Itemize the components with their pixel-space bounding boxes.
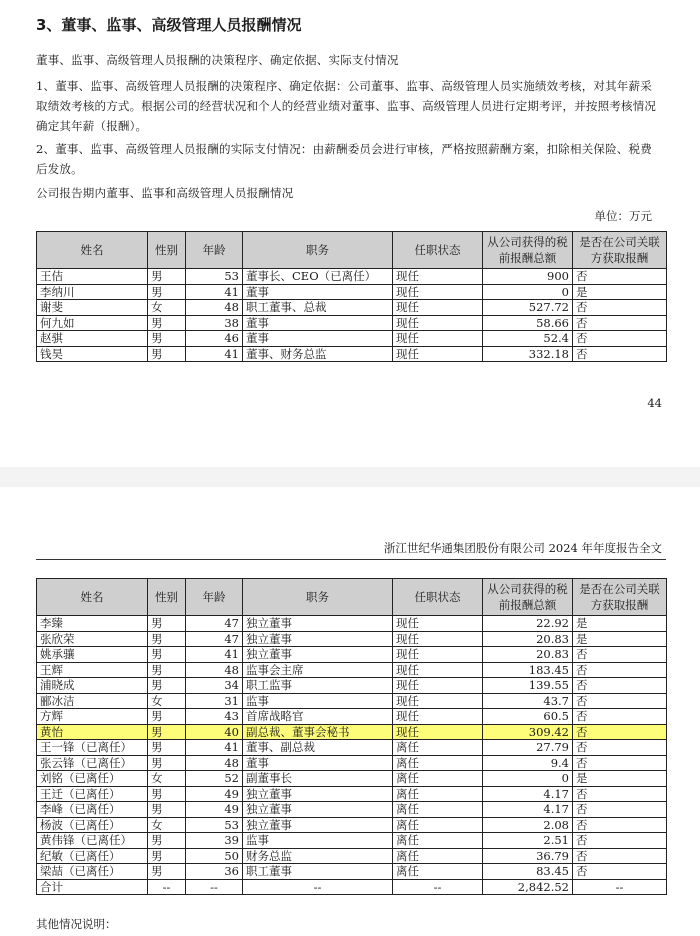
cell-age: 50	[186, 848, 243, 864]
cell-position: 董事	[243, 331, 393, 347]
cell-name: 王一锋（已离任）	[37, 740, 148, 756]
cell-pay: 52.4	[483, 331, 573, 347]
cell-status: 离任	[393, 864, 483, 880]
cell-age: 46	[186, 331, 243, 347]
col-pay: 从公司获得的税前报酬总额	[483, 232, 573, 269]
cell-age: 49	[186, 786, 243, 802]
cell-position: 职工董事	[243, 864, 393, 880]
cell-age: 53	[186, 817, 243, 833]
cell-gender: 男	[148, 864, 186, 880]
col-pay: 从公司获得的税前报酬总额	[483, 579, 573, 616]
cell-name: 张云锋（已离任）	[37, 755, 148, 771]
cell-position: 监事	[243, 833, 393, 849]
cell-position: 独立董事	[243, 802, 393, 818]
cell-age: 40	[186, 724, 243, 740]
cell-pay: 43.7	[483, 693, 573, 709]
cell-name: 杨波（已离任）	[37, 817, 148, 833]
cell-gender: 男	[148, 616, 186, 632]
cell-position: 监事会主席	[243, 662, 393, 678]
cell-status: 现任	[393, 300, 483, 316]
table-row	[37, 864, 667, 880]
cell-gender: 女	[148, 693, 186, 709]
cell-status: 现任	[393, 346, 483, 362]
cell-pay: 58.66	[483, 315, 573, 331]
total-gender: --	[148, 879, 186, 895]
table-row	[37, 740, 667, 756]
cell-status: 现任	[393, 724, 483, 740]
cell-status: 现任	[393, 284, 483, 300]
col-age: 年龄	[186, 232, 243, 269]
cell-pay: 27.79	[483, 740, 573, 756]
cell-related: 否	[573, 864, 667, 880]
cell-pay: 4.17	[483, 786, 573, 802]
total-pay: 2,842.52	[483, 879, 573, 895]
table-row	[37, 786, 667, 802]
total-position: --	[243, 879, 393, 895]
cell-pay: 22.92	[483, 616, 573, 632]
cell-gender: 男	[148, 647, 186, 663]
cell-position: 董事长、CEO（已离任）	[243, 269, 393, 285]
decision-subtitle: 董事、监事、高级管理人员报酬的决策程序、确定依据、实际支付情况	[36, 53, 399, 67]
cell-name: 何九如	[37, 315, 148, 331]
col-position: 职务	[243, 579, 393, 616]
cell-position: 副董事长	[243, 771, 393, 787]
remuneration-table-page-2	[36, 578, 667, 895]
cell-name: 方辉	[37, 709, 148, 725]
cell-name: 李纳川	[37, 284, 148, 300]
cell-name: 刘铭（已离任）	[37, 771, 148, 787]
cell-gender: 男	[148, 786, 186, 802]
cell-age: 39	[186, 833, 243, 849]
cell-gender: 男	[148, 284, 186, 300]
cell-position: 董事	[243, 315, 393, 331]
remuneration-table-page-1	[36, 231, 667, 362]
cell-age: 41	[186, 740, 243, 756]
table-row	[37, 346, 667, 362]
total-age: --	[186, 879, 243, 895]
table-row	[37, 817, 667, 833]
cell-pay: 83.45	[483, 864, 573, 880]
col-name: 姓名	[37, 232, 148, 269]
cell-gender: 男	[148, 269, 186, 285]
col-position: 职务	[243, 232, 393, 269]
table-row	[37, 802, 667, 818]
cell-pay: 309.42	[483, 724, 573, 740]
col-status: 任职状态	[393, 579, 483, 616]
cell-name: 浦晓成	[37, 678, 148, 694]
cell-pay: 60.5	[483, 709, 573, 725]
cell-gender: 男	[148, 662, 186, 678]
total-status: --	[393, 879, 483, 895]
cell-gender: 女	[148, 771, 186, 787]
total-name: 合计	[37, 879, 148, 895]
cell-age: 53	[186, 269, 243, 285]
cell-status: 离任	[393, 817, 483, 833]
cell-related: 否	[573, 678, 667, 694]
cell-age: 48	[186, 755, 243, 771]
cell-age: 41	[186, 346, 243, 362]
cell-position: 监事	[243, 693, 393, 709]
page-number: 44	[647, 396, 662, 410]
cell-related: 是	[573, 284, 667, 300]
cell-name: 梁喆（已离任）	[37, 864, 148, 880]
table-row	[37, 269, 667, 285]
cell-related: 否	[573, 300, 667, 316]
cell-pay: 2.51	[483, 833, 573, 849]
header-rule	[36, 559, 666, 560]
cell-related: 否	[573, 315, 667, 331]
table-row	[37, 300, 667, 316]
cell-name: 王佶	[37, 269, 148, 285]
cell-name: 郦冰洁	[37, 693, 148, 709]
cell-pay: 0	[483, 284, 573, 300]
table-row	[37, 833, 667, 849]
col-name: 姓名	[37, 579, 148, 616]
cell-age: 36	[186, 864, 243, 880]
table-row	[37, 724, 667, 740]
cell-position: 副总裁、董事会秘书	[243, 724, 393, 740]
cell-status: 现任	[393, 662, 483, 678]
cell-related: 否	[573, 647, 667, 663]
cell-age: 41	[186, 284, 243, 300]
cell-gender: 男	[148, 755, 186, 771]
table-row	[37, 755, 667, 771]
cell-related: 否	[573, 331, 667, 347]
table-row	[37, 662, 667, 678]
table-row	[37, 848, 667, 864]
cell-position: 董事、财务总监	[243, 346, 393, 362]
cell-status: 现任	[393, 315, 483, 331]
section-title: 3、董事、监事、高级管理人员报酬情况	[36, 16, 302, 34]
table-row	[37, 631, 667, 647]
decision-paragraph-2: 2、董事、监事、高级管理人员报酬的实际支付情况：由薪酬委员会进行审核，严格按照薪酬方案，扣除相关保险、税费后发放。	[36, 142, 652, 176]
table-row	[37, 315, 667, 331]
cell-related: 否	[573, 709, 667, 725]
cell-status: 现任	[393, 631, 483, 647]
cell-age: 34	[186, 678, 243, 694]
decision-paragraph-1: 1、董事、监事、高级管理人员报酬的决策程序、确定依据：公司董事、监事、高级管理人员实施绩效考核，对其年薪采取绩效考核的方式。根据公司的经营状况和个人的经营业绩对董事、监事、高级管理人员进行定期考评，并按照考核情况确定其年薪（报酬）。	[36, 79, 657, 133]
cell-status: 现任	[393, 616, 483, 632]
cell-age: 47	[186, 616, 243, 632]
cell-age: 38	[186, 315, 243, 331]
cell-gender: 男	[148, 802, 186, 818]
cell-status: 现任	[393, 709, 483, 725]
unit-label: 单位：万元	[594, 209, 652, 223]
cell-position: 首席战略官	[243, 709, 393, 725]
cell-position: 财务总监	[243, 848, 393, 864]
cell-gender: 男	[148, 315, 186, 331]
cell-name: 纪敏（已离任）	[37, 848, 148, 864]
cell-name: 王迁（已离任）	[37, 786, 148, 802]
table-header-row	[37, 232, 667, 269]
cell-status: 现任	[393, 331, 483, 347]
col-related: 是否在公司关联方获取报酬	[573, 579, 667, 616]
page-break	[0, 467, 700, 487]
cell-name: 黄伟锋（已离任）	[37, 833, 148, 849]
cell-status: 离任	[393, 771, 483, 787]
other-note: 其他情况说明：	[36, 917, 117, 931]
cell-related: 否	[573, 848, 667, 864]
cell-related: 否	[573, 346, 667, 362]
cell-age: 47	[186, 631, 243, 647]
cell-name: 李臻	[37, 616, 148, 632]
cell-age: 49	[186, 802, 243, 818]
cell-status: 离任	[393, 740, 483, 756]
cell-position: 董事	[243, 284, 393, 300]
cell-status: 现任	[393, 678, 483, 694]
cell-related: 否	[573, 817, 667, 833]
cell-related: 是	[573, 616, 667, 632]
cell-name: 张欣荣	[37, 631, 148, 647]
table-header-row	[37, 579, 667, 616]
cell-name: 赵骐	[37, 331, 148, 347]
cell-status: 离任	[393, 833, 483, 849]
cell-gender: 男	[148, 709, 186, 725]
cell-pay: 9.4	[483, 755, 573, 771]
cell-pay: 527.72	[483, 300, 573, 316]
cell-gender: 男	[148, 740, 186, 756]
cell-name: 王辉	[37, 662, 148, 678]
cell-status: 现任	[393, 693, 483, 709]
col-status: 任职状态	[393, 232, 483, 269]
table-row	[37, 678, 667, 694]
cell-pay: 332.18	[483, 346, 573, 362]
cell-gender: 男	[148, 678, 186, 694]
cell-pay: 20.83	[483, 647, 573, 663]
cell-position: 独立董事	[243, 786, 393, 802]
cell-age: 31	[186, 693, 243, 709]
cell-related: 否	[573, 740, 667, 756]
cell-gender: 男	[148, 848, 186, 864]
cell-gender: 男	[148, 631, 186, 647]
table-row	[37, 771, 667, 787]
cell-position: 独立董事	[243, 647, 393, 663]
cell-name: 李峰（已离任）	[37, 802, 148, 818]
cell-gender: 男	[148, 724, 186, 740]
cell-pay: 900	[483, 269, 573, 285]
cell-status: 离任	[393, 786, 483, 802]
cell-position: 职工监事	[243, 678, 393, 694]
cell-related: 否	[573, 802, 667, 818]
cell-pay: 2.08	[483, 817, 573, 833]
cell-position: 独立董事	[243, 631, 393, 647]
cell-related: 否	[573, 833, 667, 849]
cell-related: 否	[573, 724, 667, 740]
table-caption: 公司报告期内董事、监事和高级管理人员报酬情况	[36, 186, 294, 200]
cell-status: 离任	[393, 755, 483, 771]
cell-age: 52	[186, 771, 243, 787]
cell-status: 离任	[393, 802, 483, 818]
table-row	[37, 331, 667, 347]
cell-age: 43	[186, 709, 243, 725]
cell-age: 48	[186, 300, 243, 316]
cell-age: 48	[186, 662, 243, 678]
cell-gender: 女	[148, 817, 186, 833]
cell-gender: 女	[148, 300, 186, 316]
cell-status: 离任	[393, 848, 483, 864]
cell-related: 否	[573, 786, 667, 802]
total-row	[37, 879, 667, 895]
cell-age: 41	[186, 647, 243, 663]
cell-related: 否	[573, 755, 667, 771]
cell-pay: 36.79	[483, 848, 573, 864]
cell-related: 否	[573, 693, 667, 709]
total-related: --	[573, 879, 667, 895]
cell-position: 独立董事	[243, 817, 393, 833]
cell-gender: 男	[148, 346, 186, 362]
table-row	[37, 616, 667, 632]
cell-name: 谢斐	[37, 300, 148, 316]
cell-related: 否	[573, 662, 667, 678]
cell-status: 现任	[393, 647, 483, 663]
cell-gender: 男	[148, 833, 186, 849]
cell-gender: 男	[148, 331, 186, 347]
col-age: 年龄	[186, 579, 243, 616]
cell-status: 现任	[393, 269, 483, 285]
table-row	[37, 284, 667, 300]
col-gender: 性别	[148, 579, 186, 616]
col-gender: 性别	[148, 232, 186, 269]
cell-related: 是	[573, 771, 667, 787]
cell-position: 职工董事、总裁	[243, 300, 393, 316]
table-row	[37, 709, 667, 725]
col-related: 是否在公司关联方获取报酬	[573, 232, 667, 269]
cell-name: 黄怡	[37, 724, 148, 740]
cell-pay: 183.45	[483, 662, 573, 678]
table-row	[37, 693, 667, 709]
cell-related: 否	[573, 269, 667, 285]
cell-position: 董事、副总裁	[243, 740, 393, 756]
cell-pay: 4.17	[483, 802, 573, 818]
cell-position: 董事	[243, 755, 393, 771]
cell-name: 钱昊	[37, 346, 148, 362]
cell-position: 独立董事	[243, 616, 393, 632]
cell-name: 姚承骧	[37, 647, 148, 663]
running-header: 浙江世纪华通集团股份有限公司 2024 年年度报告全文	[383, 541, 662, 555]
table-row	[37, 647, 667, 663]
cell-pay: 139.55	[483, 678, 573, 694]
cell-related: 是	[573, 631, 667, 647]
cell-pay: 20.83	[483, 631, 573, 647]
cell-pay: 0	[483, 771, 573, 787]
